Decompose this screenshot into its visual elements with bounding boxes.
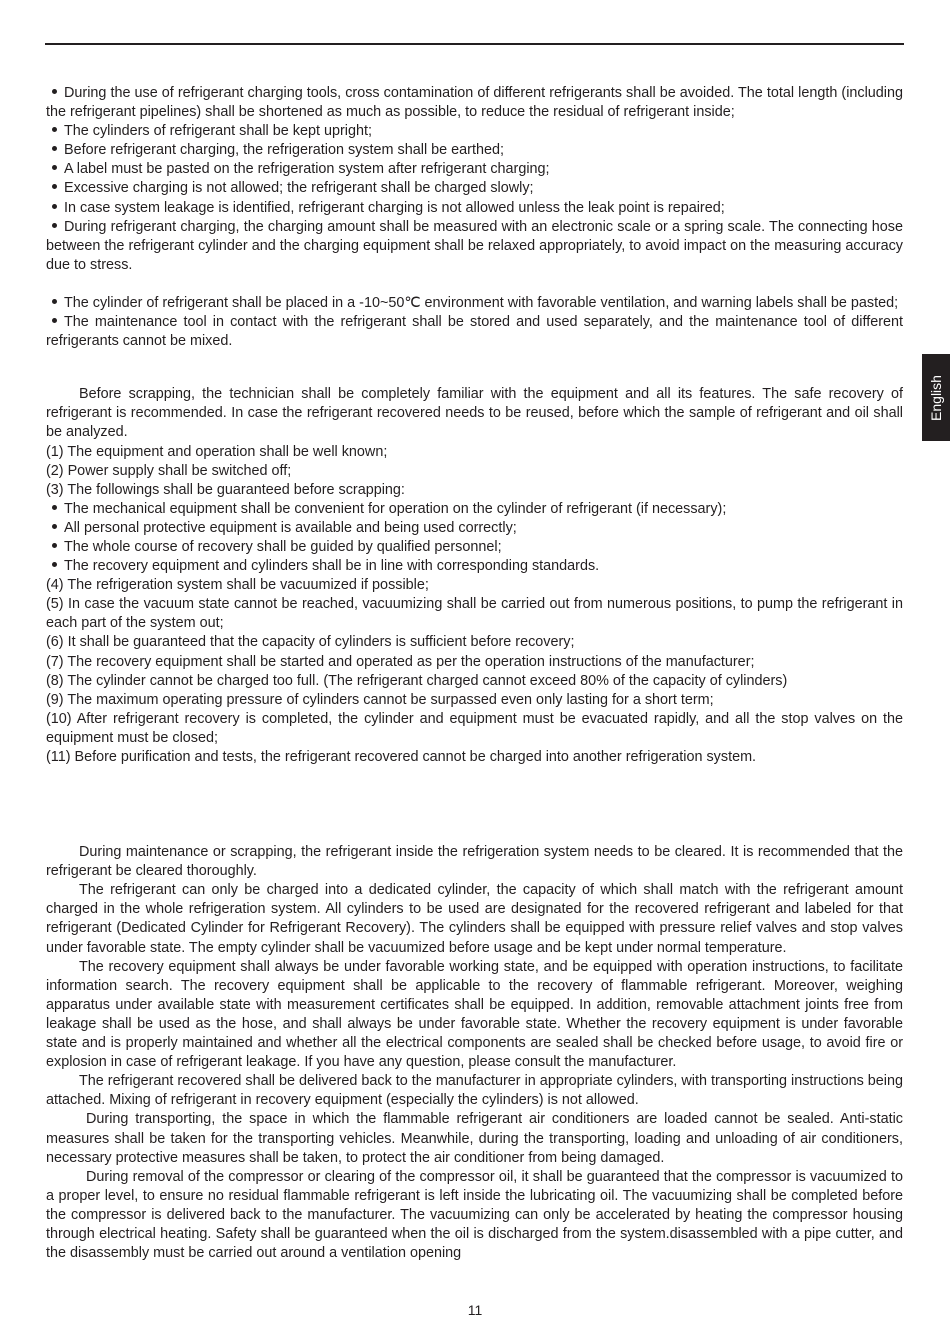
language-tab-label: English: [928, 374, 945, 421]
page-body: [46, 84, 903, 1263]
scrapping-step: (5) In case the vacuum state cannot be reached, vacuumizing shall be carried out from numerous positions, to pump the refrigerant in each part of the system out;: [46, 596, 903, 632]
charging-bullet-list: [46, 84, 903, 275]
list-item: The cylinders of refrigerant shall be kept upright;: [46, 122, 903, 141]
bullet-icon: [52, 127, 57, 132]
language-tab: [922, 354, 950, 441]
bullet-icon: [52, 146, 57, 151]
recovery-paragraph: During transporting, the space in which the flammable refrigerant air conditioners are loaded cannot be sealed. Anti-static measures shall be taken for the transporting vehicles. Meanwhile, during the transporting, loading and unloading of air conditioners, necessary protective measures shall be taken, to protect the air conditioner from being damaged.: [46, 1111, 903, 1166]
scrapping-step: (6) It shall be guaranteed that the capacity of cylinders is sufficient before recovery;: [46, 634, 575, 651]
list-item: Excessive charging is not allowed; the refrigerant shall be charged slowly;: [46, 179, 903, 198]
list-item: The whole course of recovery shall be guided by qualified personnel;: [46, 538, 903, 557]
list-item: Before refrigerant charging, the refrigeration system shall be earthed;: [46, 141, 903, 160]
storage-bullet-list: [46, 294, 903, 351]
bullet-icon: [52, 543, 57, 548]
recovery-paragraph: During removal of the compressor or clearing of the compressor oil, it shall be guaranteed that the compressor is vacuumized to a proper level, to ensure no residual flammable refrigerant is left inside the lubricating oil. The vacuumizing shall be completed before the compressor is delivered back to the manufacturer. The vacuumizing can only be accelerated by heating the compressor housing through electrical heating. Safety shall be guaranteed when the oil is discharged from the system.disassembled with a pipe cutter, and the disassembly must be carried out around a ventilation opening: [46, 1168, 903, 1262]
page-number: 11: [467, 1302, 483, 1318]
scrapping-intro: Before scrapping, the technician shall be completely familiar with the equipment and all its features. The safe recovery of refrigerant is recommended. In case the refrigerant recovered needs to be reused, before which the sample of refrigerant and oil shall be analyzed.: [46, 386, 903, 441]
bullet-icon: [52, 165, 57, 170]
recovery-paragraph: The refrigerant recovered shall be delivered back to the manufacturer in appropriate cylinders, with transporting instructions being attached. Mixing of refrigerant in recovery equipment (especially the cylinders) is not allowed.: [46, 1073, 903, 1109]
list-item: The cylinder of refrigerant shall be placed in a -10~50℃ environment with favorable ventilation, and warning labels shall be pasted;: [46, 294, 903, 313]
scrapping-step: (9) The maximum operating pressure of cylinders cannot be surpassed even only lasting for a short term;: [46, 691, 714, 708]
list-item: During the use of refrigerant charging tools, cross contamination of different refrigerants shall be avoided. The total length (including the refrigerant pipelines) shall be shortened as much as possible, to reduce the residual of refrigerant inside;: [46, 85, 903, 121]
scrapping-step: (2) Power supply shall be switched off;: [46, 462, 292, 479]
bullet-icon: [52, 89, 57, 94]
list-item: In case system leakage is identified, refrigerant charging is not allowed unless the leak point is repaired;: [46, 199, 903, 218]
bullet-icon: [52, 184, 57, 189]
scrapping-step: (8) The cylinder cannot be charged too full. (The refrigerant charged cannot exceed 80% of the capacity of cylinders): [46, 672, 788, 689]
list-item: All personal protective equipment is available and being used correctly;: [46, 519, 903, 538]
list-item: The recovery equipment and cylinders shall be in line with corresponding standards.: [46, 557, 903, 576]
scrapping-step: (11) Before purification and tests, the refrigerant recovered cannot be charged into another refrigeration system.: [46, 749, 757, 765]
bullet-icon: [52, 318, 57, 323]
bullet-icon: [52, 562, 57, 567]
list-item: A label must be pasted on the refrigeration system after refrigerant charging;: [46, 160, 903, 179]
recovery-section: [46, 843, 903, 1263]
scrapping-section: [46, 385, 903, 767]
list-item: The mechanical equipment shall be convenient for operation on the cylinder of refrigerant (if necessary);: [46, 500, 903, 519]
list-item: During refrigerant charging, the charging amount shall be measured with an electronic scale or a spring scale. The connecting hose between the refrigerant cylinder and the charging equipment shall be relaxed appropriately, to avoid impact on the measuring accuracy due to stress.: [46, 218, 903, 273]
recovery-paragraph: The recovery equipment shall always be under favorable working state, and be equipped with operation instructions, to facilitate information search. The recovery equipment shall be applicable to the recovery of flammable refrigerant. Moreover, weighing apparatus under available state with measurement certificates shall be equipped. In addition, removable attachment joints free from leakage shall be used as the hose, and shall always be under favorable state. Whether the recovery equipment is under favorable state and is properly maintained and whether all the electrical components are sealed shall be checked before usage, to avoid fire or explosion in case of refrigerant leakage. If you have any question, please consult the manufacturer.: [46, 958, 903, 1071]
recovery-paragraph: During maintenance or scrapping, the refrigerant inside the refrigeration system needs to be cleared. It is recommended that the refrigerant be cleared thoroughly.: [46, 844, 903, 880]
bullet-icon: [52, 299, 57, 304]
scrapping-step: (3) The followings shall be guaranteed before scrapping:: [46, 481, 405, 498]
bullet-icon: [52, 204, 57, 209]
bullet-icon: [52, 505, 57, 510]
bullet-icon: [52, 223, 57, 228]
header-rule: [45, 43, 904, 45]
list-item: The maintenance tool in contact with the refrigerant shall be stored and used separately, and the maintenance tool of different refrigerants cannot be mixed.: [46, 314, 903, 350]
scrapping-step: (7) The recovery equipment shall be started and operated as per the operation instructions of the manufacturer;: [46, 653, 755, 670]
scrapping-step: (4) The refrigeration system shall be vacuumized if possible;: [46, 577, 429, 594]
scrapping-step: (10) After refrigerant recovery is completed, the cylinder and equipment must be evacuated rapidly, and all the stop valves on the equipment must be closed;: [46, 710, 903, 746]
scrapping-step: (1) The equipment and operation shall be well known;: [46, 443, 388, 460]
bullet-icon: [52, 524, 57, 529]
recovery-paragraph: The refrigerant can only be charged into a dedicated cylinder, the capacity of which shall match with the refrigerant amount charged in the whole refrigeration system. All cylinders to be used are designated for the recovered refrigerant and labeled for that refrigerant (Dedicated Cylinder for Refrigerant Recovery). The cylinders shall be equipped with pressure relief valves and stop valves under favorable state. The empty cylinder shall be vacuumized before usage and be kept under normal temperature.: [46, 882, 903, 956]
